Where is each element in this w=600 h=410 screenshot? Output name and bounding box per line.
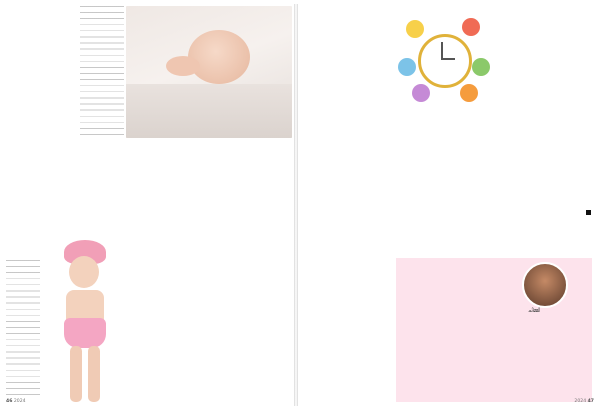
article-column-1c: [80, 6, 124, 136]
book-spine: [294, 4, 298, 406]
article-column-2: [126, 144, 204, 398]
box-text: [402, 320, 586, 384]
sleep-clock-illustration: [392, 12, 492, 100]
left-footer: [6, 399, 26, 404]
article-column-5: [396, 106, 480, 204]
author-avatar: [522, 262, 568, 308]
page-number: 46: [6, 399, 13, 404]
sleeping-baby-photo: [126, 6, 292, 138]
article-column-1: [6, 6, 76, 256]
article-column-3: [210, 144, 292, 398]
left-page: [6, 6, 292, 404]
author-caption: ചിമ്മി: [528, 308, 540, 314]
memory-box: [396, 258, 592, 402]
page-number: 47: [587, 399, 594, 404]
right-footer: [574, 399, 594, 404]
end-mark-icon: [586, 210, 591, 215]
girl-photo: [44, 234, 124, 406]
footer-year: 2024: [574, 399, 587, 404]
article-column-4: [300, 6, 388, 398]
article-column-6: [496, 6, 592, 206]
article-column-1b: [6, 260, 40, 398]
right-page: [300, 6, 594, 404]
box-signature: [496, 386, 588, 400]
footer-year: 2024: [13, 399, 26, 404]
